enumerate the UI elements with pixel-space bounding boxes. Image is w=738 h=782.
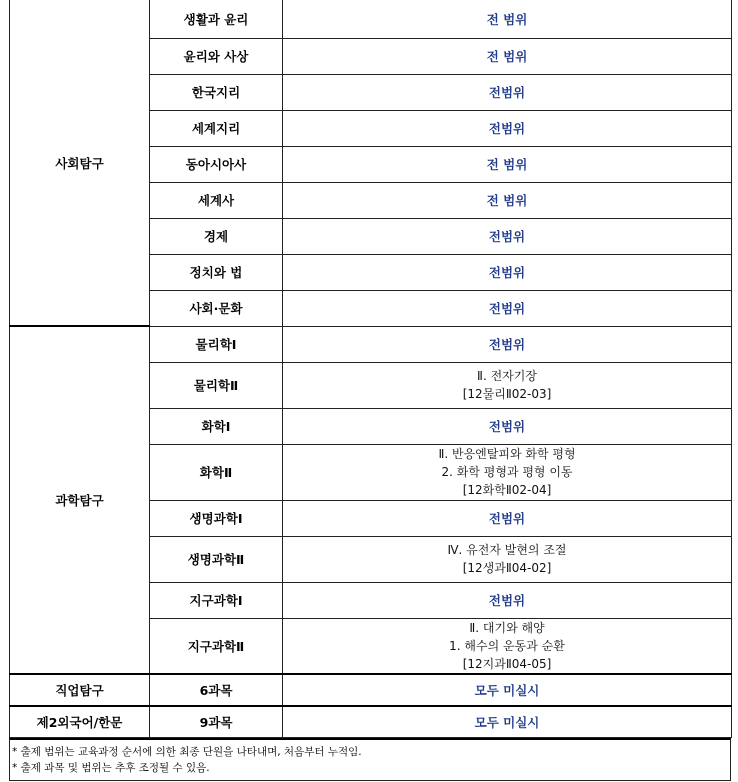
range-detail-line: [12지과Ⅱ04-05] xyxy=(462,656,552,671)
range-cell: 전범위 xyxy=(283,290,732,326)
range-cell: 전범위 xyxy=(283,74,732,110)
range-cell: 모두 미실시 xyxy=(283,706,732,738)
table-row xyxy=(10,674,732,706)
subject-cell: 생명과학Ⅰ xyxy=(150,500,283,536)
range-detail-line: 2. 화학 평형과 평형 이동 xyxy=(441,465,573,479)
subject-cell: 동아시아사 xyxy=(150,146,283,182)
table-row xyxy=(10,0,732,38)
subject-cell: 생활과 윤리 xyxy=(150,0,283,38)
subject-cell: 화학Ⅱ xyxy=(150,444,283,500)
area-vocational: 직업탐구 xyxy=(10,674,150,706)
range-detail-cell xyxy=(283,618,732,674)
range-detail-cell xyxy=(283,536,732,582)
range-detail-line: [12물리Ⅱ02-03] xyxy=(462,387,552,401)
range-detail-line: Ⅳ. 유전자 발현의 조절 xyxy=(447,543,567,557)
range-cell: 전범위 xyxy=(283,408,732,444)
footnotes xyxy=(9,738,731,781)
subject-cell: 세계지리 xyxy=(150,110,283,146)
footnote: * 출제 범위는 교육과정 순서에 의한 최종 단원을 나타내며, 처음부터 누적임. xyxy=(12,746,362,758)
range-cell: 모두 미실시 xyxy=(283,674,732,706)
range-detail-line: [12화학Ⅱ02-04] xyxy=(462,483,552,497)
exam-range-sheet xyxy=(9,0,731,781)
range-detail-line: 1. 해수의 운동과 순환 xyxy=(449,638,565,653)
footnote: * 출제 과목 및 범위는 추후 조정될 수 있음. xyxy=(12,762,210,774)
range-detail-cell xyxy=(283,444,732,500)
range-detail-line: Ⅱ. 대기와 해양 xyxy=(469,620,545,635)
range-cell: 전 범위 xyxy=(283,146,732,182)
range-cell: 전범위 xyxy=(283,326,732,362)
area-science: 과학탐구 xyxy=(10,326,150,674)
range-cell: 전범위 xyxy=(283,500,732,536)
range-cell: 전범위 xyxy=(283,582,732,618)
subject-cell: 사회·문화 xyxy=(150,290,283,326)
range-detail-cell xyxy=(283,362,732,408)
range-cell: 전 범위 xyxy=(283,38,732,74)
range-cell: 전범위 xyxy=(283,254,732,290)
range-cell: 전 범위 xyxy=(283,182,732,218)
subject-cell: 윤리와 사상 xyxy=(150,38,283,74)
subject-cell: 정치와 법 xyxy=(150,254,283,290)
subject-cell: 화학Ⅰ xyxy=(150,408,283,444)
area-social: 사회탐구 xyxy=(10,0,150,326)
subject-cell: 한국지리 xyxy=(150,74,283,110)
range-cell: 전범위 xyxy=(283,110,732,146)
subject-cell: 세계사 xyxy=(150,182,283,218)
subject-cell: 생명과학Ⅱ xyxy=(150,536,283,582)
area-second-language: 제2외국어/한문 xyxy=(10,706,150,738)
subject-cell: 물리학Ⅱ xyxy=(150,362,283,408)
subject-cell: 경제 xyxy=(150,218,283,254)
range-cell: 전범위 xyxy=(283,218,732,254)
subject-cell: 지구과학Ⅱ xyxy=(150,618,283,674)
range-detail-line: [12생과Ⅱ04-02] xyxy=(462,561,552,575)
exam-range-table xyxy=(9,0,732,738)
subject-cell: 지구과학Ⅰ xyxy=(150,582,283,618)
subject-cell: 6과목 xyxy=(150,674,283,706)
table-row xyxy=(10,706,732,738)
range-detail-line: Ⅱ. 전자기장 xyxy=(477,369,537,383)
subject-cell: 9과목 xyxy=(150,706,283,738)
table-row xyxy=(10,326,732,362)
range-cell: 전 범위 xyxy=(283,0,732,38)
range-detail-line: Ⅱ. 반응엔탈피와 화학 평형 xyxy=(438,447,576,461)
subject-cell: 물리학Ⅰ xyxy=(150,326,283,362)
